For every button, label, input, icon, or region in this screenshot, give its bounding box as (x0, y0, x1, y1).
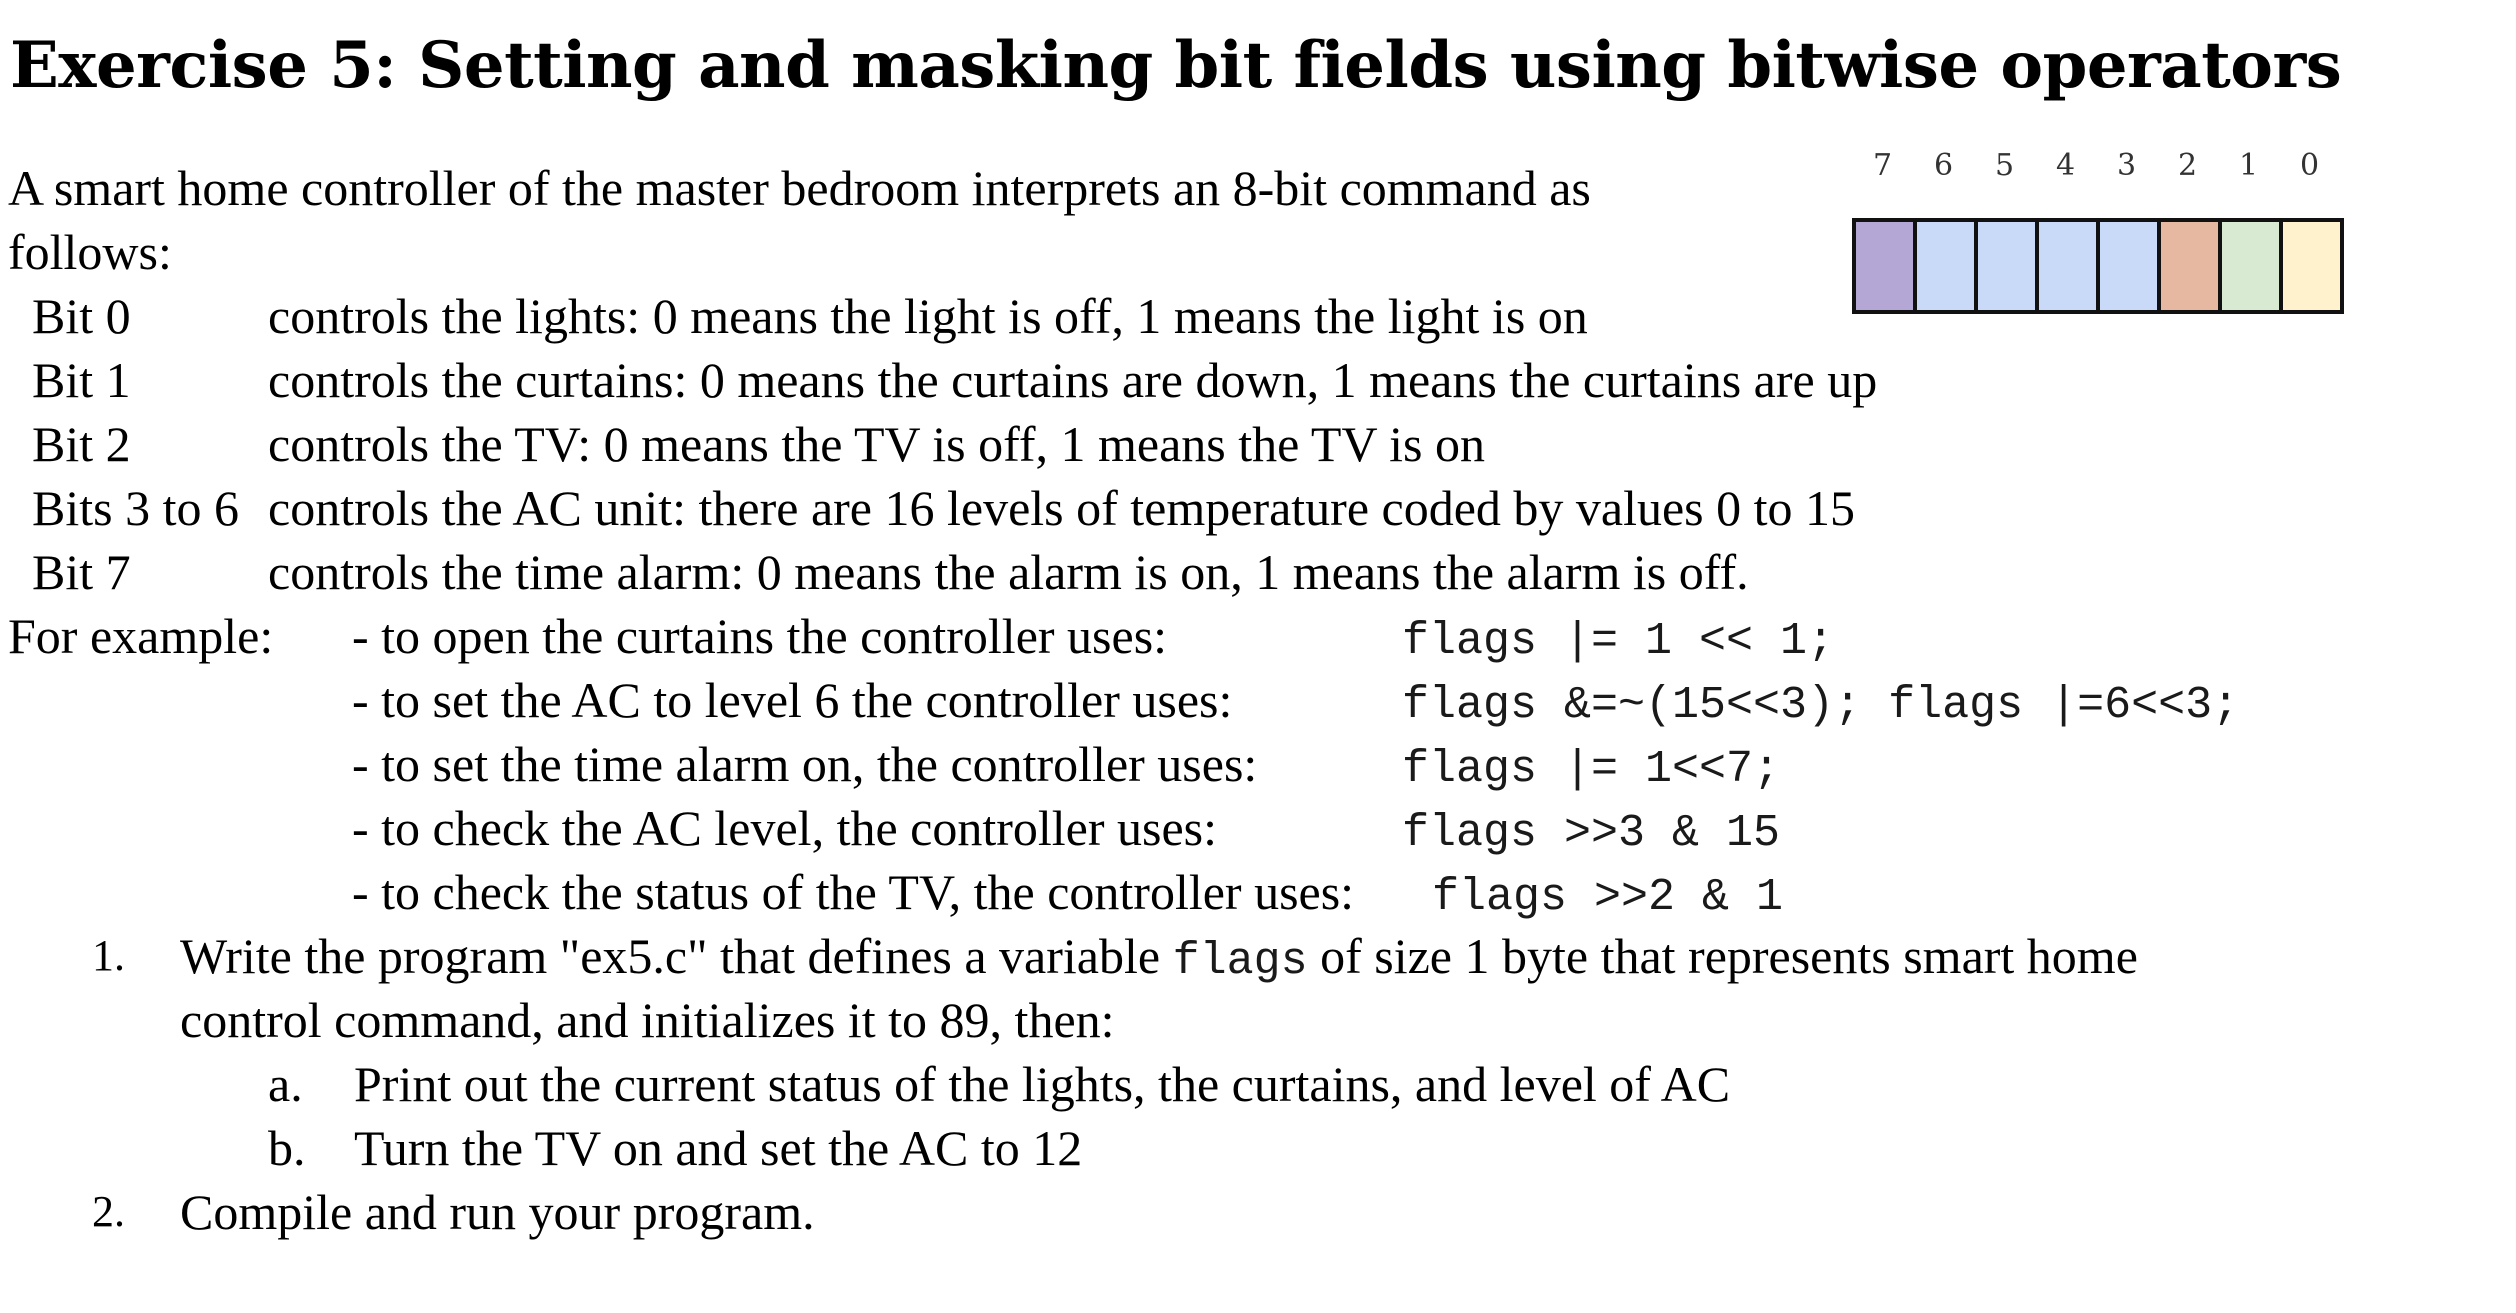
bit-cell-1 (2222, 222, 2283, 310)
bit-description: controls the AC unit: there are 16 levels of temperature coded by values 0 to 15 (268, 480, 1856, 536)
bit-label: Bits 3 to 6 (32, 480, 239, 536)
example-text: - to set the AC to level 6 the controller uses: (352, 672, 1233, 728)
example-text: - to check the AC level, the controller uses: (352, 800, 1218, 856)
bit-index-label: 0 (2299, 148, 2320, 183)
intro-line-2: follows: (8, 224, 172, 280)
example-code: flags >>3 & 15 (1402, 808, 1781, 859)
example-label: For example: (8, 608, 274, 664)
task-1-part-2: of size 1 byte that represents smart home (1320, 928, 2138, 984)
task-number: 2. (92, 1187, 125, 1236)
task-1-part-1: Write the program "ex5.c" that defines a variable (180, 928, 1161, 984)
example-text: - to set the time alarm on, the controller uses: (352, 736, 1258, 792)
bit-label: Bit 1 (32, 352, 131, 408)
bit-description: controls the TV: 0 means the TV is off, 1 means the TV is on (268, 416, 1486, 472)
bit-index-label: 4 (2055, 148, 2076, 183)
subtask-letter: a. (268, 1056, 303, 1112)
task-1-line-2: control command, and initializes it to 89, then: (180, 992, 1115, 1048)
bit-cell-2 (2161, 222, 2222, 310)
task-number: 1. (92, 931, 125, 980)
bit-cell-7 (1856, 222, 1917, 310)
bit-cell-6 (1917, 222, 1978, 310)
bit-cell-5 (1978, 222, 2039, 310)
bit-index-label: 7 (1872, 148, 1893, 183)
bit-index-label: 6 (1933, 148, 1954, 183)
task-2-text: Compile and run your program. (180, 1184, 815, 1240)
bit-label: Bit 2 (32, 416, 131, 472)
example-code: flags &=~(15<<3); flags |=6<<3; (1402, 680, 2240, 731)
example-text: - to open the curtains the controller uses: (352, 608, 1168, 664)
bit-index-labels (1852, 148, 2342, 183)
bit-index-label: 5 (1994, 148, 2015, 183)
subtask-letter: b. (268, 1120, 306, 1176)
example-code: flags >>2 & 1 (1432, 872, 1784, 923)
bit-cell-0 (2283, 222, 2340, 310)
bit-description: controls the curtains: 0 means the curtains are down, 1 means the curtains are up (268, 352, 1878, 408)
example-text: - to check the status of the TV, the controller uses: (352, 864, 1355, 920)
bit-label: Bit 7 (32, 544, 131, 600)
bit-description: controls the time alarm: 0 means the alarm is on, 1 means the alarm is off. (268, 544, 1749, 600)
page-title: Exercise 5: Setting and masking bit fields using bitwise operators (10, 28, 2342, 103)
example-code: flags |= 1<<7; (1402, 744, 1781, 795)
bit-index-label: 1 (2238, 148, 2259, 183)
bit-register-diagram (1852, 218, 2344, 314)
bit-description: controls the lights: 0 means the light is off, 1 means the light is on (268, 288, 1588, 344)
subtask-a-text: Print out the current status of the lights, the curtains, and level of AC (354, 1056, 1731, 1112)
bit-cell-4 (2039, 222, 2100, 310)
bit-label: Bit 0 (32, 288, 131, 344)
example-code: flags |= 1 << 1; (1402, 616, 1835, 667)
intro-line-1: A smart home controller of the master bedroom interprets an 8-bit command as (8, 160, 1591, 216)
subtask-b-text: Turn the TV on and set the AC to 12 (354, 1120, 1083, 1176)
bit-index-label: 2 (2177, 148, 2198, 183)
bit-cell-3 (2100, 222, 2161, 310)
task-1-text (180, 924, 2138, 994)
task-1-code: flags (1172, 936, 1308, 987)
bit-index-label: 3 (2116, 148, 2137, 183)
